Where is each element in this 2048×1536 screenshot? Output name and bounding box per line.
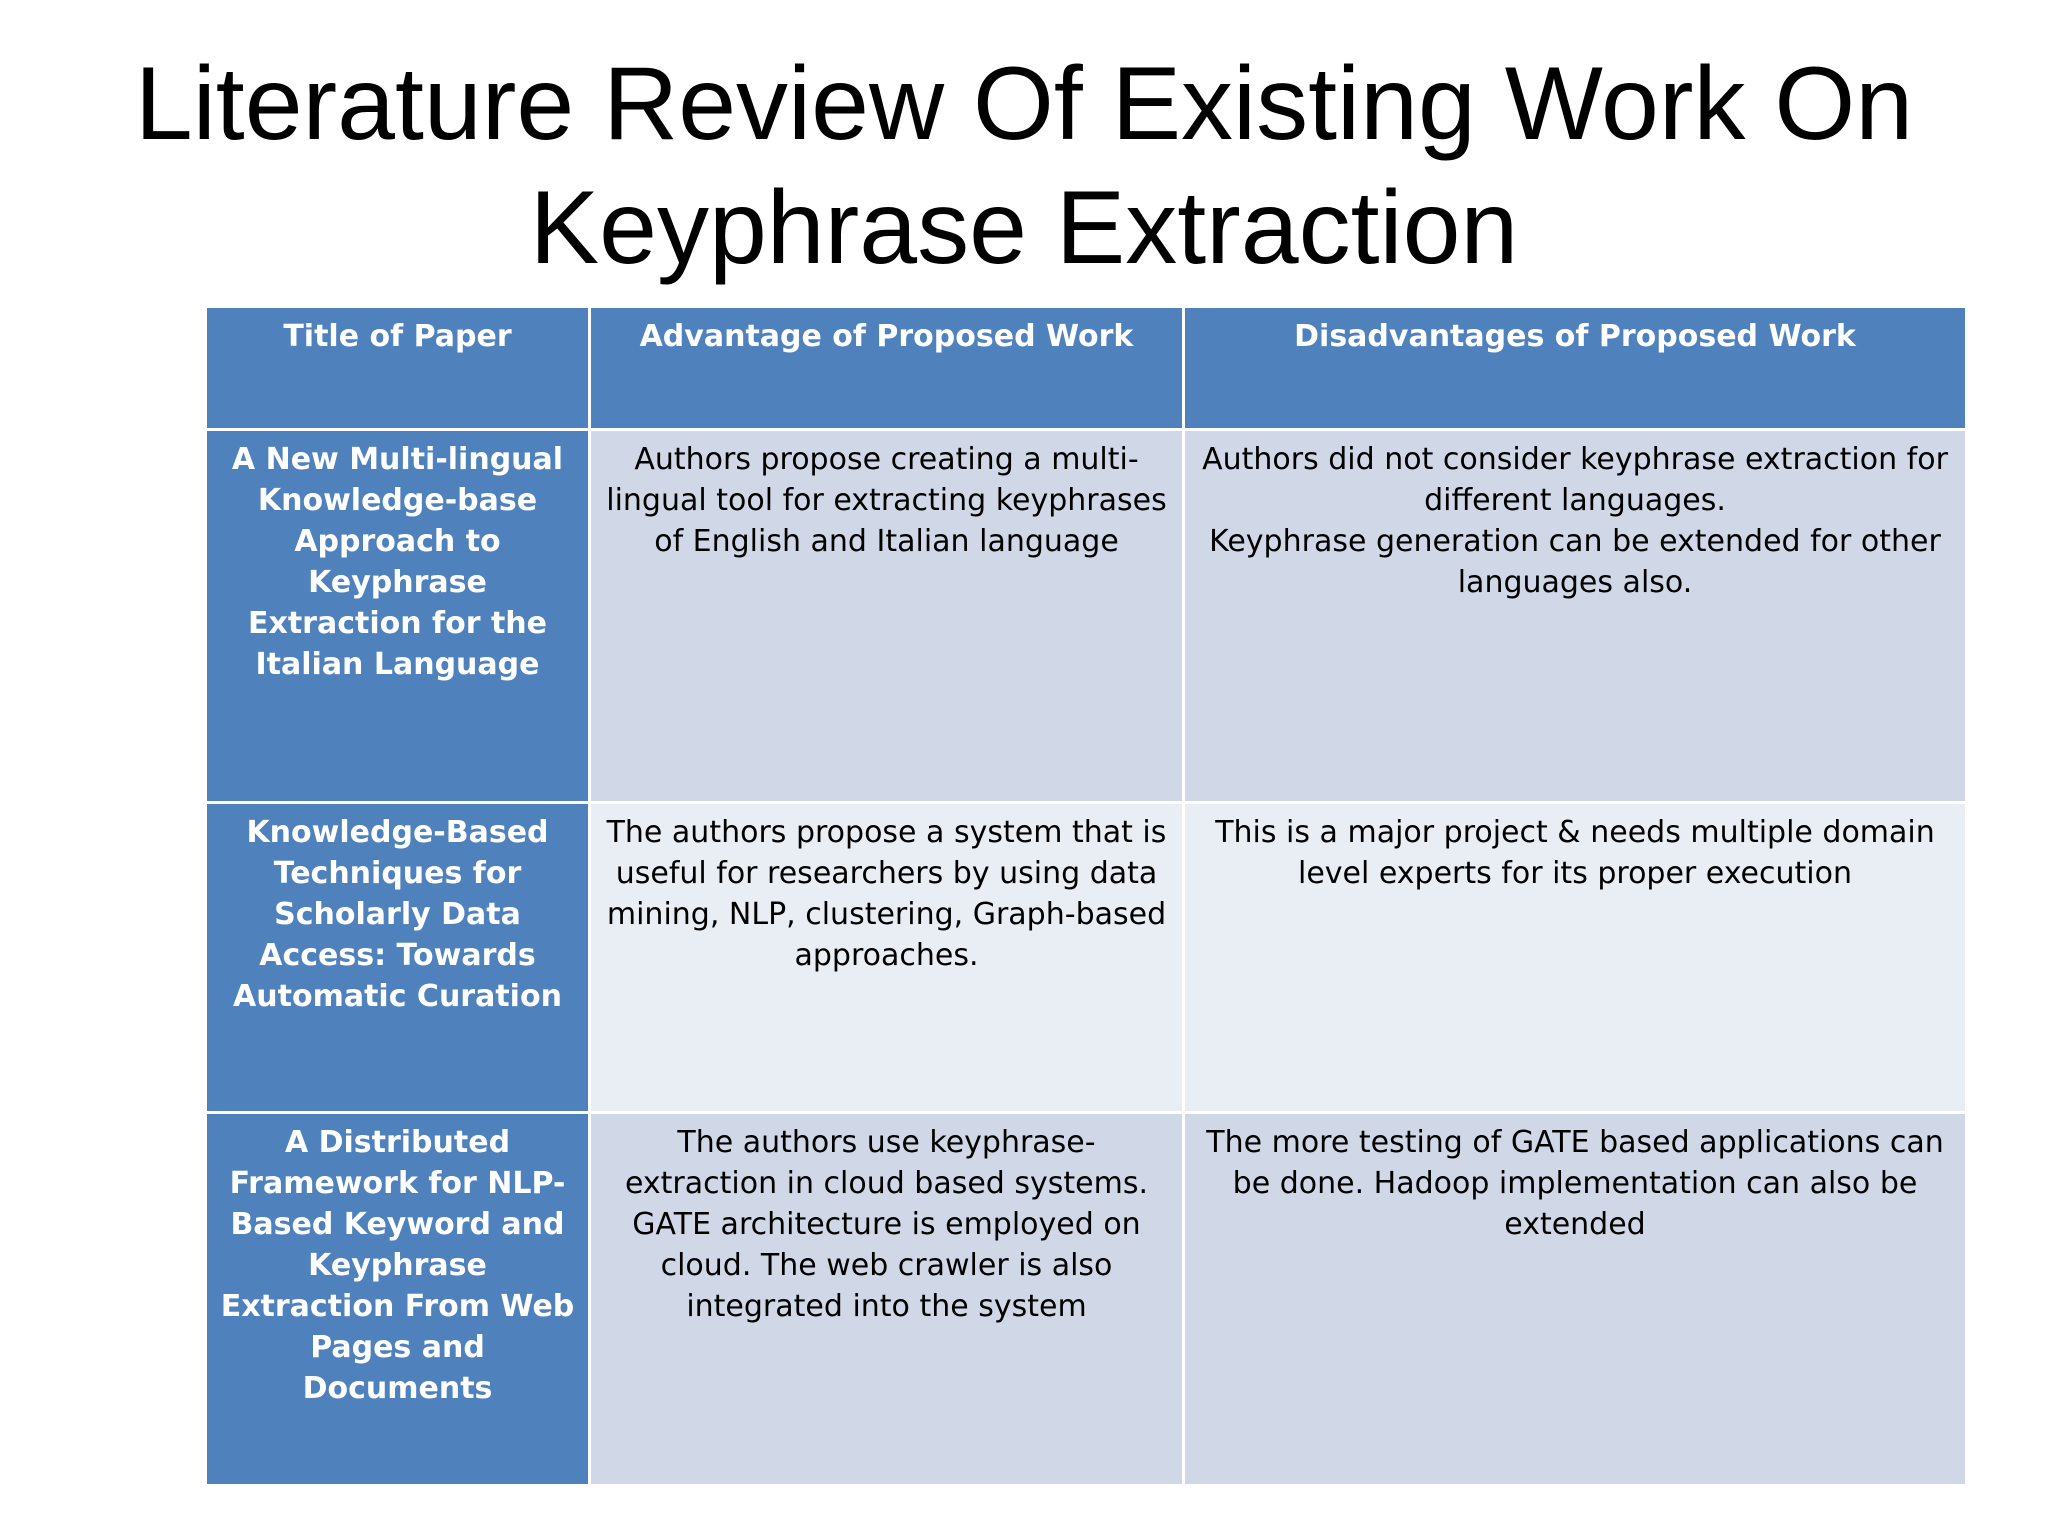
advantage-cell [590, 430, 1184, 803]
table-header-row [206, 307, 1967, 430]
advantage-text: The authors propose a system that is useful for researchers by using data mining, NLP, clustering, Graph-based approaches. [606, 815, 1167, 973]
advantage-text: The authors use keyphrase-extraction in cloud based systems. GATE architecture is employed on cloud. The web crawler is also integrated into the system [624, 1125, 1149, 1324]
literature-review-table [204, 305, 1968, 1487]
disadvantage-cell [1184, 1113, 1967, 1486]
paper-title-cell [206, 1113, 590, 1486]
slide-title [0, 42, 2048, 290]
header-title-of-paper: Title of Paper [206, 307, 590, 430]
slide-title-line-1: Literature Review Of Existing Work On [134, 46, 1914, 162]
table-row [206, 430, 1967, 803]
table-row [206, 803, 1967, 1113]
paper-title-text: A Distributed Framework for NLP-Based Keyword and Keyphrase Extraction From Web Pages and Documents [220, 1125, 575, 1406]
header-advantage: Advantage of Proposed Work [590, 307, 1184, 430]
paper-title-text: A New Multi-lingual Knowledge-base Approach to Keyphrase Extraction for the Italian Language [231, 442, 564, 682]
disadvantage-text: The more testing of GATE based applications can be done. Hadoop implementation can also be extended [1206, 1125, 1944, 1242]
slide-title-line-2: Keyphrase Extraction [529, 170, 1519, 286]
advantage-text: Authors propose creating a multi-lingual tool for extracting keyphrases of English and Italian language [606, 442, 1167, 559]
paper-title-cell [206, 803, 590, 1113]
advantage-cell [590, 803, 1184, 1113]
table-row [206, 1113, 1967, 1486]
disadvantage-cell [1184, 803, 1967, 1113]
disadvantage-text: This is a major project & needs multiple domain level experts for its proper execution [1215, 815, 1935, 891]
advantage-cell [590, 1113, 1184, 1486]
disadvantage-cell [1184, 430, 1967, 803]
disadvantage-text: Authors did not consider keyphrase extraction for different languages. Keyphrase generation can be extended for other languages also. [1202, 442, 1948, 600]
paper-title-cell [206, 430, 590, 803]
header-disadvantages: Disadvantages of Proposed Work [1184, 307, 1967, 430]
paper-title-text: Knowledge-Based Techniques for Scholarly Data Access: Towards Automatic Curation [233, 815, 562, 1014]
